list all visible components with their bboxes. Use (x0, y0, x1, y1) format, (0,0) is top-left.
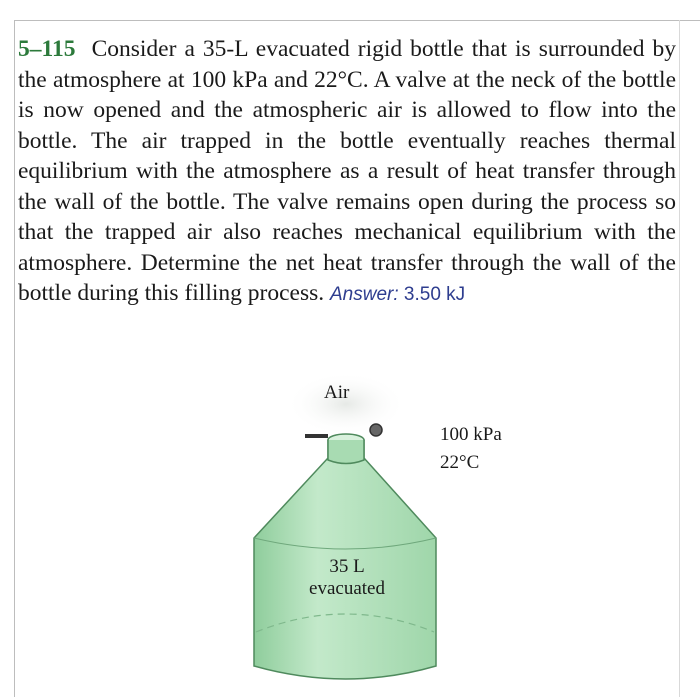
page-border-right (679, 20, 680, 697)
answer-label: Answer: (330, 284, 399, 305)
bottle-neck (328, 440, 364, 464)
page-border-top (14, 20, 700, 21)
air-label: Air (324, 382, 350, 403)
volume-label: 35 L (329, 556, 365, 577)
bottle-illustration (250, 370, 540, 690)
pressure-label: 100 kPa (440, 424, 502, 445)
temperature-label: 22°C (440, 452, 480, 473)
problem-text: Consider a 35-L evacuated rigid bottle that is surrounded by the atmosphere at 100 kPa and 22°C. A valve at the neck of the bottle is now opened and the atmospheric air is allowed to flow into the bottle. The air trapped in the bottle eventually reaches thermal equilibrium with the atmosphere as a result of heat transfer through the wall of the bottle. The valve remains open during the process so that the trapped air also reaches mechanical equilibrium with the atmosphere. Determine the net heat transfer through the wall of the bottle during this filling process. (18, 36, 676, 306)
valve-knob-icon (370, 424, 382, 436)
bottle-figure (250, 370, 540, 690)
answer (330, 284, 465, 305)
answer-value: 3.50 kJ (403, 284, 466, 305)
problem-number: 5–115 (18, 36, 76, 62)
problem-statement (18, 34, 676, 311)
page-border-left (14, 20, 15, 697)
state-label: evacuated (309, 578, 385, 599)
